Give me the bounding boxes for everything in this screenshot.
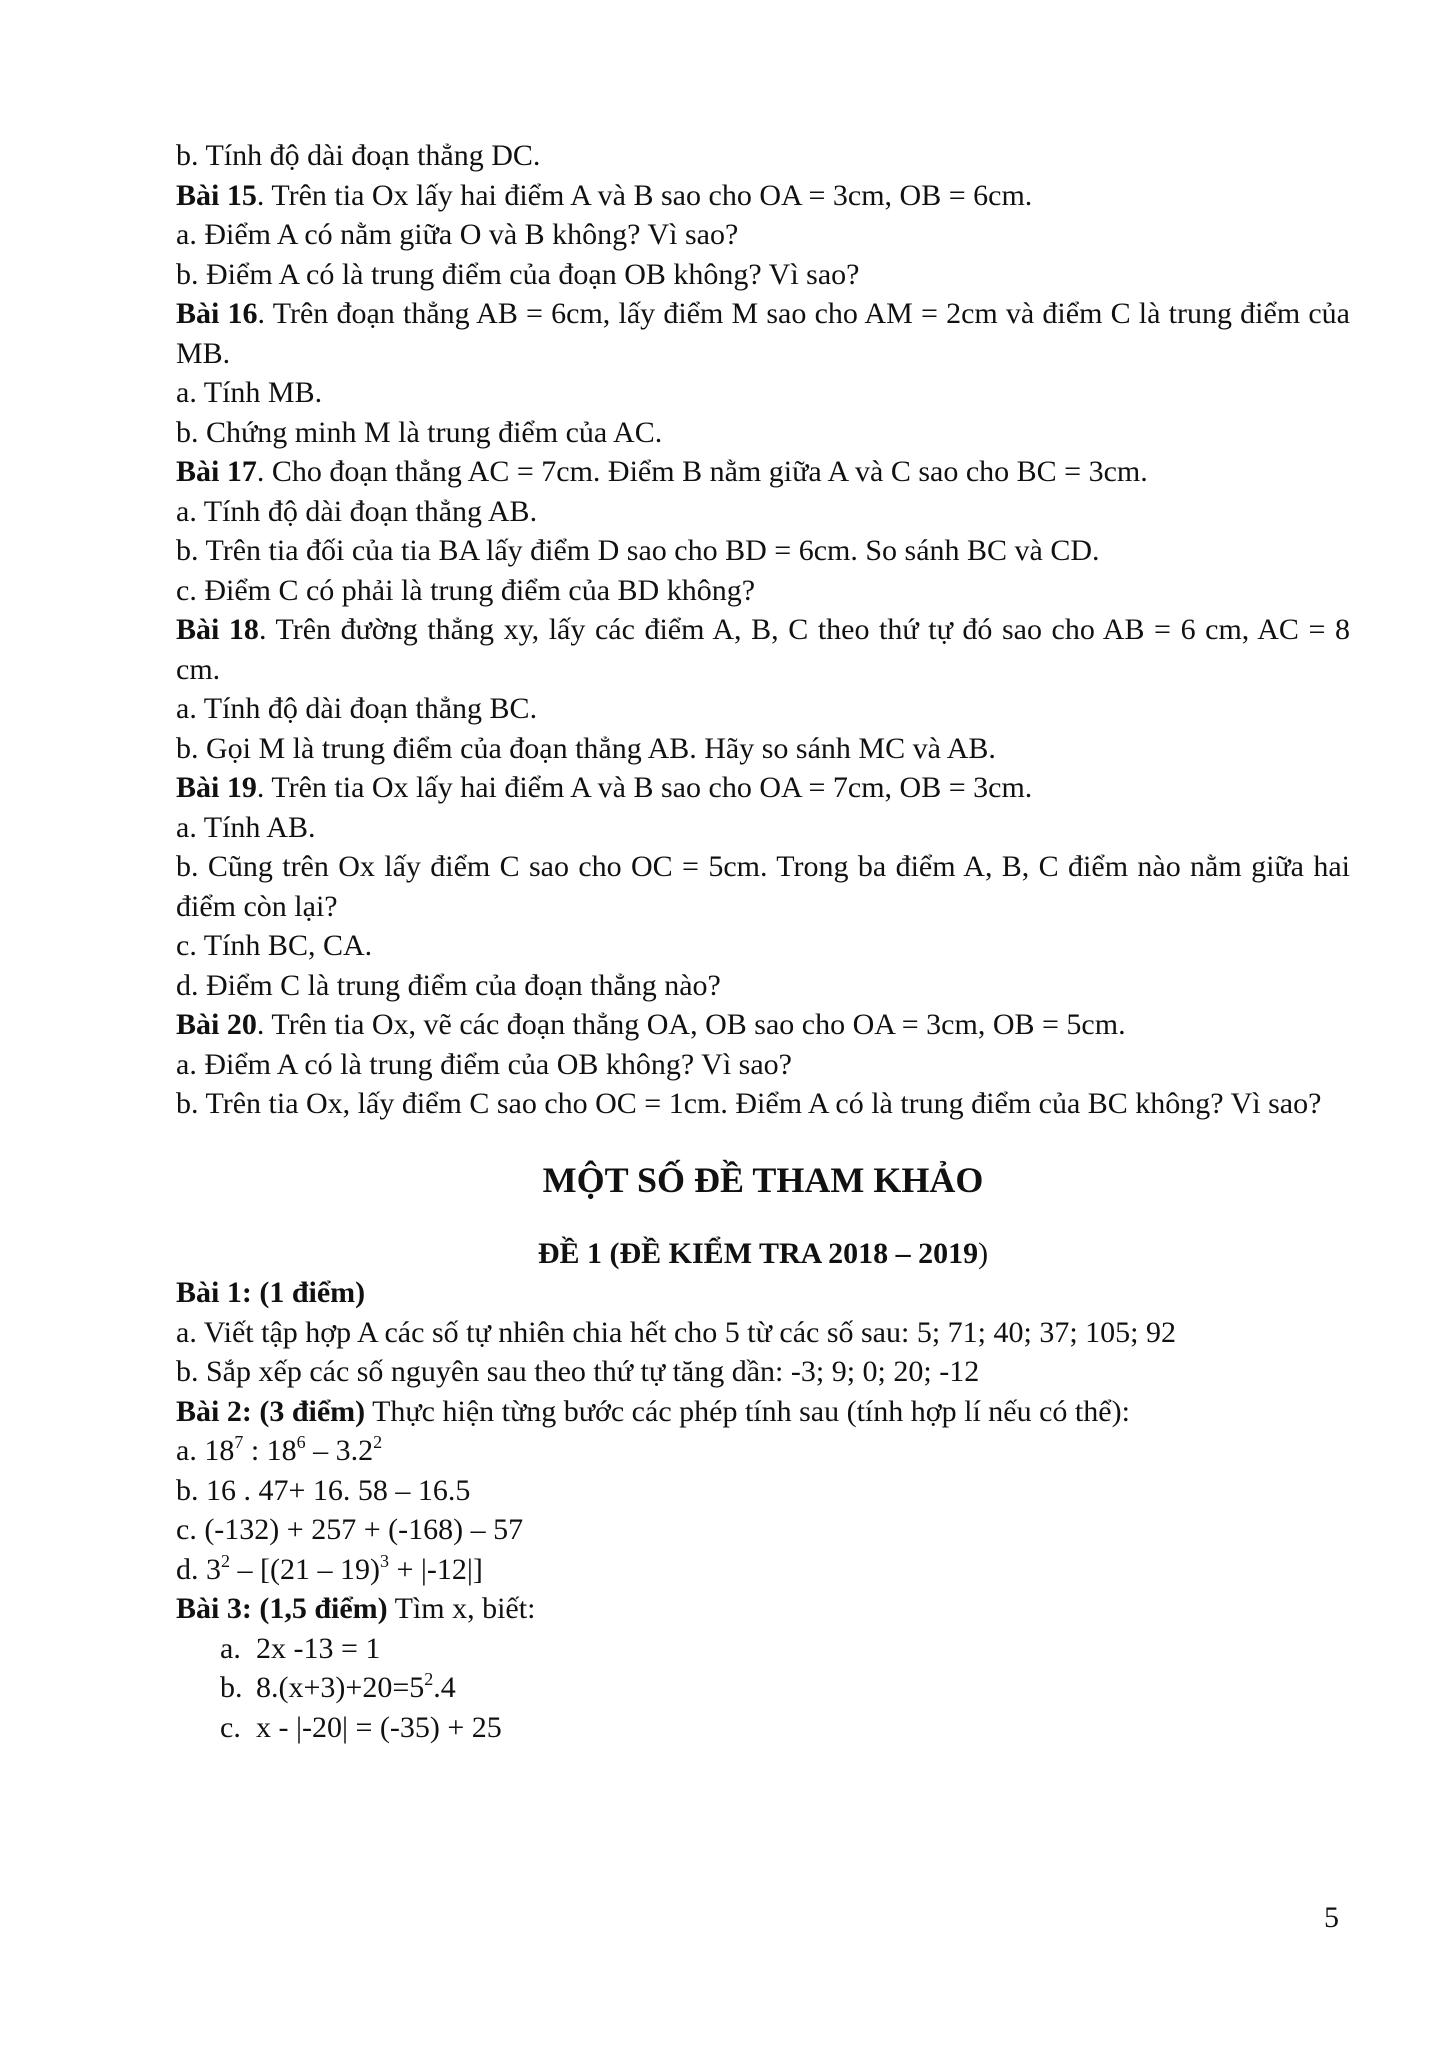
exercise-line: b. Tính độ dài đoạn thẳng DC. [176,139,541,172]
exam-question-item [176,1431,1350,1471]
section-title: MỘT SỐ ĐỀ THAM KHẢO [542,1159,984,1200]
exercise-text: . Trên tia Ox, vẽ các đoạn thẳng OA, OB sao cho OA = 3cm, OB = 5cm. [256,1008,1126,1041]
exam-question-item [176,1550,1350,1590]
exponent: 7 [234,1432,244,1452]
exercise-line: b. Trên tia đối của tia BA lấy điểm D sao cho BD = 6cm. So sánh BC và CD. [176,534,1100,567]
math-text: x - |-20| = (-35) + 25 [256,1710,502,1744]
exponent: 2 [373,1432,383,1452]
exercise-17 [176,452,1350,492]
math-text: .4 [433,1671,456,1704]
exercise-19 [176,768,1350,808]
exercise-label: Bài 16 [176,297,258,330]
exam-question-label: Bài 2: (3 điểm) [176,1394,366,1428]
exam-title [176,1234,1350,1274]
exam-question-item [176,1668,1350,1708]
exercise-text: . Cho đoạn thẳng AC = 7cm. Điểm B nằm giữa A và C sao cho BC = 3cm. [256,455,1148,488]
exam-question-label: Bài 3: (1,5 điểm) [176,1592,388,1625]
exam-question-item: b. 16 . 47+ 16. 58 – 16.5 [176,1473,471,1507]
exercise-18 [176,610,1350,689]
exercise-line: b. Điểm A có là trung điểm của đoạn OB không? Vì sao? [176,257,860,291]
document-page [176,136,1350,1747]
exercise-text: . Trên đoạn thẳng AB = 6cm, lấy điểm M sao cho AM = 2cm và điểm C là trung điểm của MB. [176,297,1350,370]
exam-title-paren: ) [978,1236,989,1270]
exam-title-text: ĐỀ 1 (ĐỀ KIỂM TRA 2018 – 2019 [537,1236,979,1270]
exercise-line: a. Điểm A có là trung điểm của OB không? Vì sao? [176,1047,792,1081]
math-text: – 3.2 [305,1434,374,1467]
exam-question-label: Bài 1: (1 điểm) [176,1276,366,1309]
exercise-label: Bài 18 [176,613,259,646]
exercise-15 [176,176,1350,216]
exam-question-item: c. (-132) + 257 + (-168) – 57 [176,1513,524,1546]
exercise-line: b. Gọi M là trung điểm của đoạn thẳng AB. Hãy so sánh MC và AB. [176,731,996,765]
math-text: – [(21 – 19) [230,1552,380,1586]
exam-question-item: a. Viết tập hợp A các số tự nhiên chia hết cho 5 từ các số sau: 5; 71; 40; 37; 105; 92 [176,1315,1177,1349]
exercise-line: a. Tính độ dài đoạn thẳng AB. [176,494,538,528]
exercise-label: Bài 17 [176,455,257,488]
item-letter: a. [220,1631,241,1665]
exam-question-item: b. Sắp xếp các số nguyên sau theo thứ tự tăng dần: -3; 9; 0; 20; -12 [176,1355,980,1388]
exam-question-text: Tìm x, biết: [387,1592,536,1625]
math-text: 8.(x+3)+20=5 [256,1671,425,1704]
item-letter: c. [220,1710,241,1744]
exercise-line: d. Điểm C là trung điểm của đoạn thẳng nào? [176,968,721,1002]
exercise-line: b. Cũng trên Ox lấy điểm C sao cho OC = 5cm. Trong ba điểm A, B, C điểm nào nằm giữa hai điểm còn lại? [176,850,1350,923]
math-text: : 18 [243,1434,297,1467]
exercise-label: Bài 20 [176,1008,257,1041]
exponent: 2 [221,1550,230,1571]
exponent: 6 [296,1432,306,1452]
exercise-line: c. Điểm C có phải là trung điểm của BD không? [176,573,756,607]
item-letter: b. [220,1671,243,1704]
exercise-text: . Trên đường thẳng xy, lấy các điểm A, B, C theo thứ tự đó sao cho AB = 6 cm, AC = 8 cm. [176,613,1350,686]
page-number: 5 [1324,1901,1339,1934]
exercise-20 [176,1005,1350,1045]
exercise-text: . Trên tia Ox lấy hai điểm A và B sao cho OA = 7cm, OB = 3cm. [256,771,1033,804]
math-text: 2x -13 = 1 [256,1631,381,1665]
exercise-label: Bài 19 [176,771,257,804]
exercise-label: Bài 15 [176,178,257,212]
exercise-line: b. Trên tia Ox, lấy điểm C sao cho OC = 1cm. Điểm A có là trung điểm của BC không? Vì sao? [176,1087,1322,1120]
exam-question-item [176,1708,1350,1748]
exercise-line: a. Tính MB. [176,376,323,409]
math-text: d. 3 [176,1552,221,1586]
exercise-line: a. Tính AB. [176,810,316,844]
exercise-line: a. Điểm A có nằm giữa O và B không? Vì sao? [176,218,739,251]
exam-question-text: Thực hiện từng bước các phép tính sau (tính hợp lí nếu có thể): [365,1394,1130,1428]
exam-question-3 [176,1589,1350,1629]
exercise-line: a. Tính độ dài đoạn thẳng BC. [176,692,538,725]
math-text: + |-12|] [388,1552,483,1586]
exponent: 3 [379,1550,389,1571]
exercise-text: . Trên tia Ox lấy hai điểm A và B sao cho OA = 3cm, OB = 6cm. [256,178,1033,212]
exercise-16 [176,294,1350,373]
exam-question-item [176,1629,1350,1669]
exponent: 2 [424,1669,434,1689]
exam-question-2 [176,1392,1350,1432]
exercise-line: c. Tính BC, CA. [176,929,373,962]
exercise-line: b. Chứng minh M là trung điểm của AC. [176,415,663,449]
math-text: a. 18 [176,1434,235,1467]
